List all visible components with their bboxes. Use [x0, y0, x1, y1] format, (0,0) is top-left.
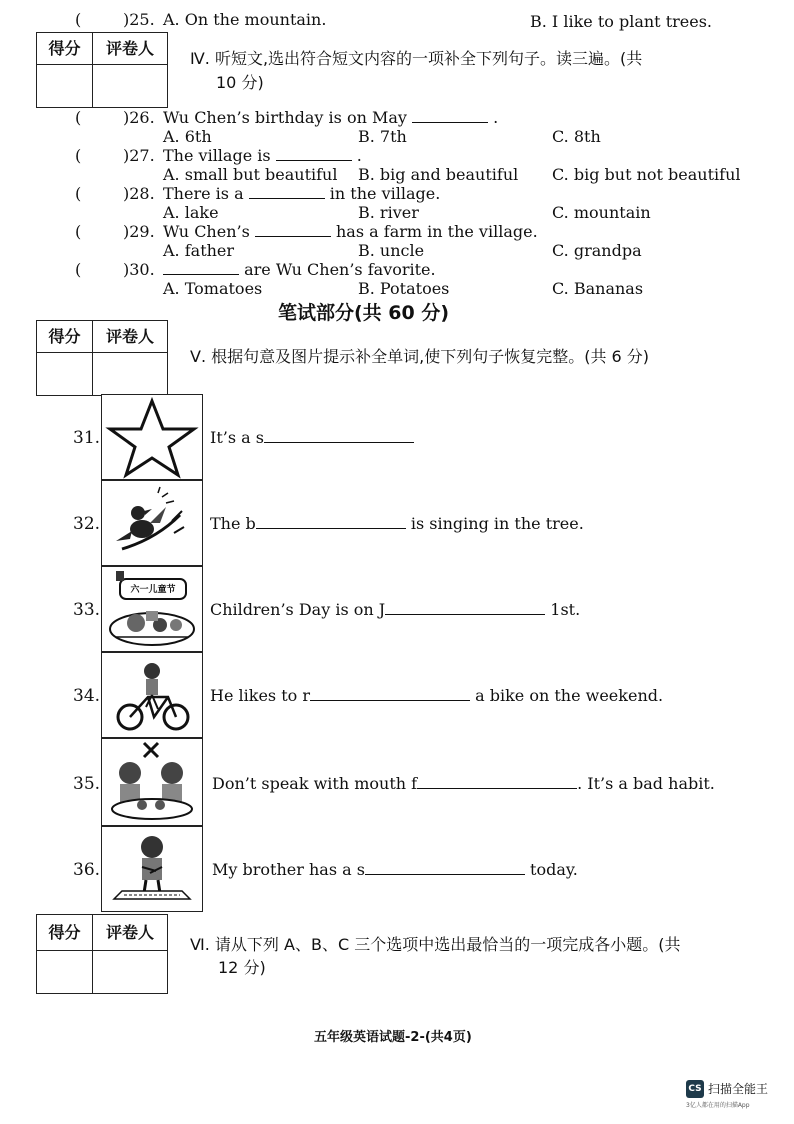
- option-b: B. 7th: [358, 127, 407, 146]
- score-box-section6: [36, 914, 168, 994]
- option-b: B. big and beautiful: [358, 165, 519, 184]
- answer-blank[interactable]: [385, 600, 545, 615]
- childrens-day-banner: 六一儿童节: [130, 585, 176, 595]
- item-number: )30.: [123, 260, 155, 279]
- option-c: C. Bananas: [552, 279, 644, 298]
- section5-title: Ⅴ. 根据句意及图片提示补全单词,使下列句子恢复完整。(共 6 分): [190, 347, 650, 366]
- item-number: )26.: [123, 108, 155, 127]
- score-field: [37, 951, 93, 993]
- sentence-33: Children’s Day is on J 1st.: [210, 600, 581, 619]
- option-c: C. big but not beautiful: [552, 165, 741, 184]
- answer-blank[interactable]: [365, 860, 525, 875]
- option-b: B. river: [358, 203, 419, 222]
- written-part-header: 笔试部分(共 60 分): [278, 302, 450, 324]
- item-paren: (: [75, 146, 82, 165]
- answer-blank[interactable]: [417, 774, 577, 789]
- option-c: C. 8th: [552, 127, 601, 146]
- score-box-section4: [36, 32, 168, 108]
- grader-label: 评卷人: [93, 321, 167, 353]
- answer-blank[interactable]: [310, 686, 470, 701]
- q25-paren: (: [75, 10, 82, 29]
- bird-icon: [102, 481, 202, 565]
- section6-title: Ⅵ. 请从下列 A、B、C 三个选项中选出最恰当的一项完成各小题。(共: [190, 935, 681, 954]
- bike-icon: [102, 653, 202, 737]
- score-box-section5: [36, 320, 168, 396]
- item-number: 35.: [73, 774, 101, 794]
- item-number: )27.: [123, 146, 155, 165]
- item-stem: are Wu Chen’s favorite.: [163, 260, 436, 279]
- bird-picture: [101, 480, 203, 566]
- item-stem: Wu Chen’s birthday is on May .: [163, 108, 499, 127]
- section4-title: Ⅳ. 听短文,选出符合短文内容的一项补全下列句子。读三遍。(共: [190, 49, 643, 68]
- section4-points: 10 分): [216, 73, 264, 92]
- score-field: [37, 353, 93, 395]
- speaking-with-food-icon: [102, 739, 202, 825]
- item-number: 36.: [73, 860, 101, 880]
- scanner-tagline: 3亿人都在用的扫描App: [686, 1102, 750, 1109]
- answer-blank[interactable]: [264, 428, 414, 443]
- scanner-logo: CS: [686, 1080, 704, 1098]
- item-paren: (: [75, 222, 82, 241]
- option-a: A. Tomatoes: [163, 279, 263, 298]
- item-number: 31.: [73, 428, 101, 448]
- sentence-34: He likes to r a bike on the weekend.: [210, 686, 664, 705]
- star-icon: [102, 395, 202, 479]
- item-stem: There is a in the village.: [163, 184, 441, 203]
- grader-label: 评卷人: [93, 33, 167, 65]
- item-number: )28.: [123, 184, 155, 203]
- section6-points: 12 分): [218, 958, 266, 977]
- scanner-watermark: [686, 1078, 790, 1114]
- item-stem: Wu Chen’s has a farm in the village.: [163, 222, 538, 241]
- q25-option-b: B. I like to plant trees.: [530, 12, 712, 31]
- score-field: [37, 65, 93, 107]
- item-number: )29.: [123, 222, 155, 241]
- option-a: A. 6th: [163, 127, 212, 146]
- sentence-35: Don’t speak with mouth f . It’s a bad habit.: [212, 774, 715, 793]
- scanner-brand: 扫描全能王: [708, 1082, 769, 1096]
- option-a: A. father: [163, 241, 235, 260]
- sentence-32: The b is singing in the tree.: [210, 514, 584, 533]
- q25-option-a: A. On the mountain.: [163, 10, 327, 29]
- option-b: B. uncle: [358, 241, 425, 260]
- option-c: C. mountain: [552, 203, 651, 222]
- item-paren: (: [75, 108, 82, 127]
- sick-boy-icon: [102, 827, 202, 911]
- grader-label: 评卷人: [93, 915, 167, 951]
- sentence-31: It’s a s: [210, 428, 414, 447]
- item-paren: (: [75, 184, 82, 203]
- childrens-day-icon: [102, 567, 202, 651]
- sick-boy-picture: [101, 826, 203, 912]
- item-paren: (: [75, 260, 82, 279]
- item-number: 34.: [73, 686, 101, 706]
- childrens-day-picture: [101, 566, 203, 652]
- q25-number: )25.: [123, 10, 155, 29]
- option-a: A. small but beautiful: [163, 165, 338, 184]
- option-c: C. grandpa: [552, 241, 642, 260]
- star-picture: [101, 394, 203, 480]
- score-label: 得分: [37, 33, 93, 65]
- eating-picture: [101, 738, 203, 826]
- page-footer: 五年级英语试题-2-(共4页): [314, 1030, 472, 1045]
- sentence-36: My brother has a s today.: [212, 860, 578, 879]
- item-stem: The village is .: [163, 146, 362, 165]
- item-number: 33.: [73, 600, 101, 620]
- option-b: B. Potatoes: [358, 279, 450, 298]
- score-label: 得分: [37, 915, 93, 951]
- item-number: 32.: [73, 514, 101, 534]
- option-a: A. lake: [163, 203, 219, 222]
- score-label: 得分: [37, 321, 93, 353]
- answer-blank[interactable]: [256, 514, 406, 529]
- bike-picture: [101, 652, 203, 738]
